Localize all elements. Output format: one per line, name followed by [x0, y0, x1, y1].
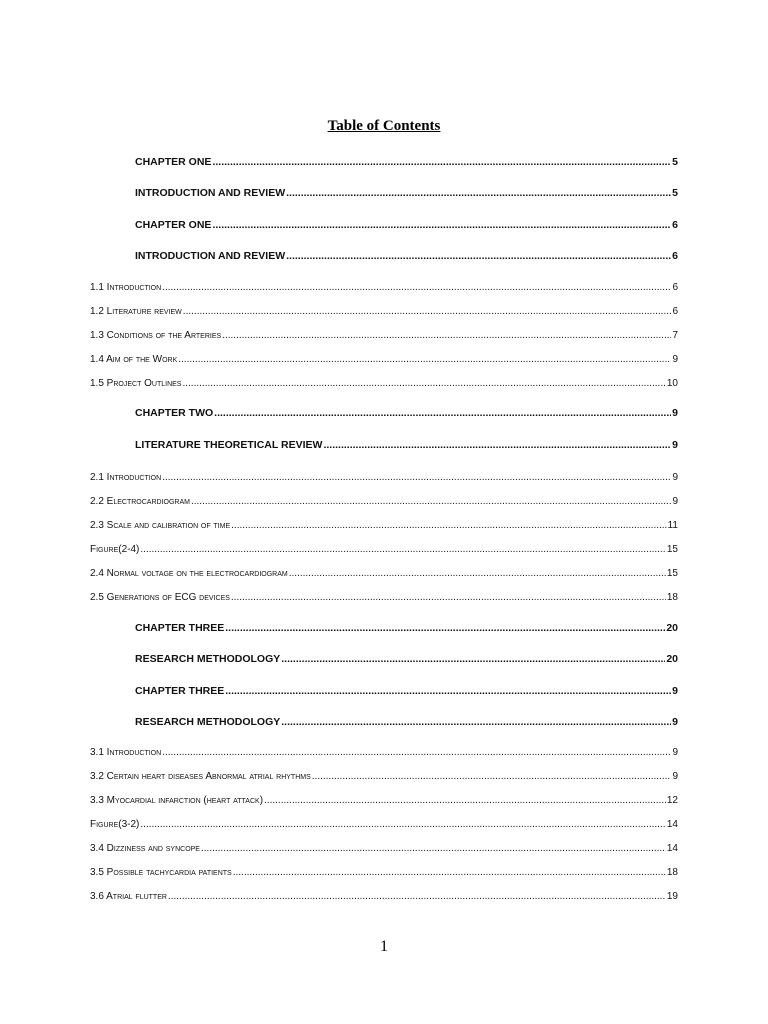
- dot-leader: [162, 472, 671, 483]
- toc-entry-label: CHAPTER TWO: [135, 407, 214, 419]
- toc-entry-page: 5: [672, 156, 678, 168]
- toc-entry-page: 9: [672, 716, 678, 728]
- toc-entry-section[interactable]: [90, 472, 678, 483]
- toc-entry-label: 2.4 Normal voltage on the electrocardiogram: [90, 568, 288, 579]
- toc-entry-label: CHAPTER ONE: [135, 219, 212, 231]
- dot-leader: [281, 716, 671, 728]
- toc-entry-section[interactable]: [90, 747, 678, 758]
- toc-entry-page: 6: [672, 306, 678, 317]
- toc-entry-page: 14: [666, 819, 678, 830]
- toc-entry-section[interactable]: [90, 771, 678, 782]
- toc-entry-label: 3.5 Possible tachycardia patients: [90, 867, 232, 878]
- toc-entry-chapter[interactable]: [135, 156, 678, 168]
- toc-entry-label: CHAPTER ONE: [135, 156, 212, 168]
- toc-entry-label: Figure(2-4): [90, 544, 140, 555]
- toc-entry-label: 3.6 Atrial flutter: [90, 891, 167, 902]
- toc-entry-label: CHAPTER THREE: [135, 622, 225, 634]
- toc-title: Table of Contents: [327, 118, 441, 134]
- toc-entry-label: LITERATURE THEORETICAL REVIEW: [135, 439, 323, 451]
- toc-entry-section[interactable]: [90, 843, 678, 854]
- toc-entry-page: 19: [666, 891, 678, 902]
- toc-entry-label: 1.1 Introduction: [90, 282, 162, 293]
- toc-entry-chapter[interactable]: [135, 250, 678, 262]
- toc-entry-page: 15: [666, 568, 678, 579]
- dot-leader: [162, 282, 671, 293]
- toc-entry-chapter[interactable]: [135, 622, 678, 634]
- toc-entry-label: 2.3 Scale and calibration of time: [90, 520, 231, 531]
- page-number: 1: [380, 938, 388, 955]
- dot-leader: [286, 250, 671, 262]
- toc-entry-page: 20: [666, 653, 678, 665]
- toc-entry-section[interactable]: [90, 378, 678, 389]
- toc-entry-label: 1.4 Aim of the Work: [90, 354, 178, 365]
- toc-entry-chapter[interactable]: [135, 407, 678, 419]
- dot-leader: [323, 439, 671, 451]
- dot-leader: [225, 622, 665, 634]
- toc-entry-section[interactable]: [90, 891, 678, 902]
- toc-entry-page: 6: [672, 219, 678, 231]
- toc-entry-label: 2.1 Introduction: [90, 472, 162, 483]
- dot-leader: [225, 685, 671, 697]
- toc-entry-page: 18: [666, 592, 678, 603]
- dot-leader: [168, 891, 666, 902]
- toc-entry-page: 9: [672, 354, 678, 365]
- toc-entry-label: 2.2 Electrocardiogram: [90, 496, 190, 507]
- toc-entry-page: 7: [672, 330, 678, 341]
- dot-leader: [286, 187, 671, 199]
- toc-entry-section[interactable]: [90, 592, 678, 603]
- toc-entry-section[interactable]: [90, 544, 678, 555]
- dot-leader: [222, 330, 671, 341]
- toc-entry-page: 9: [672, 407, 678, 419]
- toc-entry-section[interactable]: [90, 867, 678, 878]
- toc-entry-chapter[interactable]: [135, 187, 678, 199]
- toc-entry-page: 15: [666, 544, 678, 555]
- toc-entry-chapter[interactable]: [135, 439, 678, 451]
- dot-leader: [191, 496, 671, 507]
- toc-entry-page: 9: [672, 496, 678, 507]
- dot-leader: [182, 378, 665, 389]
- toc-entry-section[interactable]: [90, 282, 678, 293]
- toc-entry-label: 3.3 Myocardial infarction (heart attack): [90, 795, 264, 806]
- toc-entry-label: 1.5 Project Outlines: [90, 378, 182, 389]
- toc-entry-section[interactable]: [90, 496, 678, 507]
- toc-entry-page: 12: [666, 795, 678, 806]
- dot-leader: [212, 156, 671, 168]
- toc-entry-label: 2.5 Generations of ECG devices: [90, 592, 230, 603]
- toc-entry-page: 14: [666, 843, 678, 854]
- toc-entry-chapter[interactable]: [135, 716, 678, 728]
- toc-entry-page: 5: [672, 187, 678, 199]
- toc-entry-page: 6: [672, 250, 678, 262]
- toc-entry-page: 10: [666, 378, 678, 389]
- toc-entry-label: 3.1 Introduction: [90, 747, 162, 758]
- toc-entry-page: 9: [672, 439, 678, 451]
- toc-entry-label: RESEARCH METHODOLOGY: [135, 716, 281, 728]
- dot-leader: [183, 306, 672, 317]
- toc-entry-label: RESEARCH METHODOLOGY: [135, 653, 281, 665]
- dot-leader: [264, 795, 666, 806]
- toc-entry-page: 9: [672, 747, 678, 758]
- toc-entry-page: 9: [672, 685, 678, 697]
- toc-entry-page: 18: [666, 867, 678, 878]
- toc-entry-label: 1.2 Literature review: [90, 306, 182, 317]
- toc-entry-label: CHAPTER THREE: [135, 685, 225, 697]
- toc-entry-label: 1.3 Conditions of the Arteries: [90, 330, 222, 341]
- dot-leader: [178, 354, 671, 365]
- toc-entry-label: Figure(3-2): [90, 819, 140, 830]
- dot-leader: [214, 407, 671, 419]
- dot-leader: [201, 843, 666, 854]
- dot-leader: [162, 747, 671, 758]
- toc-entry-page: 11: [667, 520, 678, 531]
- dot-leader: [233, 867, 666, 878]
- toc-entry-label: 3.2 Certain heart diseases Abnormal atrial rhythms: [90, 771, 311, 782]
- toc-entry-section[interactable]: [90, 330, 678, 341]
- toc-entry-section[interactable]: [90, 568, 678, 579]
- toc-entry-page: 20: [666, 622, 678, 634]
- toc-entry-chapter[interactable]: [135, 685, 678, 697]
- toc-entry-page: 9: [672, 771, 678, 782]
- dot-leader: [231, 592, 666, 603]
- toc-entry-label: 3.4 Dizziness and syncope: [90, 843, 200, 854]
- dot-leader: [281, 653, 665, 665]
- dot-leader: [289, 568, 666, 579]
- toc-entry-section[interactable]: [90, 520, 678, 531]
- toc-entry-section[interactable]: [90, 306, 678, 317]
- toc-entry-chapter[interactable]: [135, 219, 678, 231]
- dot-leader: [140, 819, 665, 830]
- dot-leader: [140, 544, 665, 555]
- toc-entry-page: 9: [672, 472, 678, 483]
- toc-entry-chapter[interactable]: [135, 653, 678, 665]
- dot-leader: [212, 219, 671, 231]
- toc-entry-section[interactable]: [90, 795, 678, 806]
- toc-entry-label: INTRODUCTION AND REVIEW: [135, 187, 286, 199]
- toc-entry-label: INTRODUCTION AND REVIEW: [135, 250, 286, 262]
- toc-entry-section[interactable]: [90, 819, 678, 830]
- dot-leader: [312, 771, 672, 782]
- toc-entry-section[interactable]: [90, 354, 678, 365]
- dot-leader: [231, 520, 666, 531]
- toc-entry-page: 6: [672, 282, 678, 293]
